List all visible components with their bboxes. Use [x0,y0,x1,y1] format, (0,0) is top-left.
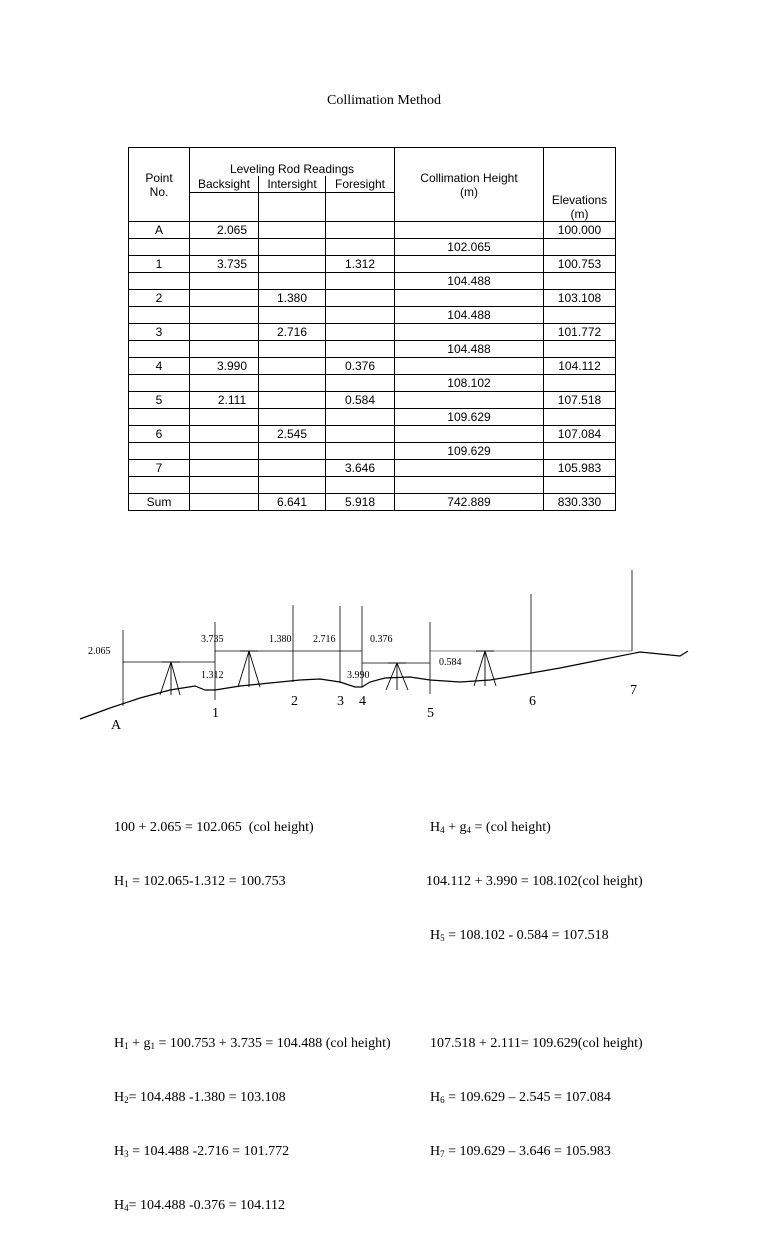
header-foresight: Foresight [326,176,395,193]
collimation-cell: 104.488 [395,273,544,290]
calc-line: $H_4 + g_4 = (col$ height) [430,820,551,835]
foresight-cell: 0.376 [326,358,395,375]
backsight-cell [190,460,259,477]
point-label: 5 [427,706,434,721]
elevation-cell: 101.772 [544,324,616,341]
reading-label: 3.990 [347,670,370,681]
elevation-cell: 105.983 [544,460,616,477]
header-spacer [259,193,326,222]
intersight-cell: 2.716 [259,324,326,341]
point-cell: 2 [129,290,190,307]
intersight-cell [259,256,326,273]
table-row [129,341,616,358]
sum-row [129,494,616,511]
reading-label: 1.312 [201,670,224,681]
foresight-cell [326,290,395,307]
point-cell: 6 [129,426,190,443]
header-point-no: Point No. [129,148,190,222]
calculations-right [427,783,643,1179]
point-label: 6 [529,694,536,709]
elevation-cell: 100.000 [544,222,616,239]
collimation-cell: 104.488 [395,307,544,324]
header-backsight: Backsight [190,176,259,193]
point-label: 1 [212,706,219,721]
point-cell: 7 [129,460,190,477]
collimation-cell [395,290,544,307]
collimation-cell [395,392,544,409]
intersight-cell [259,460,326,477]
table-row [129,239,616,256]
table-row [129,256,616,273]
collimation-cell [395,256,544,273]
leveling-profile-diagram [0,560,768,740]
point-label: 7 [630,683,637,698]
sum-backsight [190,494,259,511]
header-leveling-rod-readings: Leveling Rod Readings [190,148,395,177]
elevation-cell: 107.084 [544,426,616,443]
sum-label: Sum [129,494,190,511]
elevation-cell: 100.753 [544,256,616,273]
sum-intersight: 6.641 [259,494,326,511]
point-label: 3 [337,694,344,709]
reading-label: 2.716 [313,634,336,645]
calc-line: $H_1 = 102.065-1.312 = 100.753$ [114,874,286,889]
table-row [129,409,616,426]
calc-line: $H_2= 104.488$ -1.380 = 103.108 [114,1090,286,1105]
point-cell: A [129,222,190,239]
intersight-cell: 2.545 [259,426,326,443]
sum-elevation: 830.330 [544,494,616,511]
foresight-cell [326,324,395,341]
foresight-cell: 0.584 [326,392,395,409]
backsight-cell [190,290,259,307]
calc-line: $H_5 = 108.102 - 0.584 = 107.518$ [430,928,609,943]
foresight-cell [326,222,395,239]
leveling-table [128,147,616,511]
collimation-cell: 104.488 [395,341,544,358]
sum-collimation: 742.889 [395,494,544,511]
calc-line: 100 + 2.065 = 102.065 (col height) [114,820,314,835]
header-spacer [190,193,259,222]
calc-line: $H_7 = 109.629 - 3.646 = 105.983$ [430,1144,611,1159]
header-intersight: Intersight [259,176,326,193]
reading-label: 3.735 [201,634,224,645]
backsight-cell: 2.065 [190,222,259,239]
backsight-cell: 3.990 [190,358,259,375]
collimation-cell [395,460,544,477]
collimation-cell: 109.629 [395,443,544,460]
elevation-cell: 103.108 [544,290,616,307]
header-spacer [326,193,395,222]
reading-label: 1.380 [269,634,292,645]
foresight-cell [326,426,395,443]
calc-line: $H_6 = 109.629 - 2.545 = 107.084$ [430,1090,611,1105]
collimation-cell: 109.629 [395,409,544,426]
reading-label: 2.065 [88,646,111,657]
calc-line: $H_3 = 104.488$ -2.716 = 101.772 [114,1144,290,1159]
table-row [129,477,616,494]
collimation-cell: 108.102 [395,375,544,392]
header-collimation-height: Collimation Height (m) [395,148,544,222]
backsight-cell: 3.735 [190,256,259,273]
intersight-cell [259,392,326,409]
table-row [129,460,616,477]
backsight-cell [190,426,259,443]
table-row [129,222,616,239]
point-cell: 3 [129,324,190,341]
point-cell: 4 [129,358,190,375]
table-row [129,358,616,375]
table-row [129,290,616,307]
reading-label: 0.376 [370,634,393,645]
table-row [129,426,616,443]
level-instrument-3 [386,663,408,690]
table-row [129,443,616,460]
table-row [129,324,616,341]
collimation-cell: 102.065 [395,239,544,256]
point-label: 4 [359,694,366,709]
backsight-cell [190,324,259,341]
intersight-cell: 1.380 [259,290,326,307]
intersight-cell [259,222,326,239]
backsight-cell: 2.111 [190,392,259,409]
reading-label: 0.584 [439,657,462,668]
calc-line: 107.518 + 2.111= 109.629(col height) [430,1036,643,1051]
collimation-cell [395,358,544,375]
calc-line: $H_4= 104.488$ -0.376 = 104.112 [114,1198,286,1213]
collimation-cell [395,426,544,443]
point-cell: 5 [129,392,190,409]
level-instrument-2 [238,651,260,687]
collimation-cell [395,222,544,239]
foresight-cell: 1.312 [326,256,395,273]
calc-line: 104.112 + 3.990 = 108.102(col height) [426,874,643,889]
point-label: A [111,718,122,733]
point-label: 2 [291,694,298,709]
table-row [129,307,616,324]
collimation-cell [395,324,544,341]
calc-line: $H_1 + g_1 = 100.753 + 3.735 = 104.488$ (col height) [114,1036,391,1051]
foresight-cell: 3.646 [326,460,395,477]
elevation-cell: 107.518 [544,392,616,409]
sum-foresight: 5.918 [326,494,395,511]
table-row [129,392,616,409]
page-title: Collimation Method [327,93,441,108]
intersight-cell [259,358,326,375]
elevation-cell: 104.112 [544,358,616,375]
point-cell: 1 [129,256,190,273]
table-row [129,273,616,290]
header-elevations: Elevations (m) [544,148,616,222]
table-row [129,375,616,392]
calculations-left [114,783,391,1233]
